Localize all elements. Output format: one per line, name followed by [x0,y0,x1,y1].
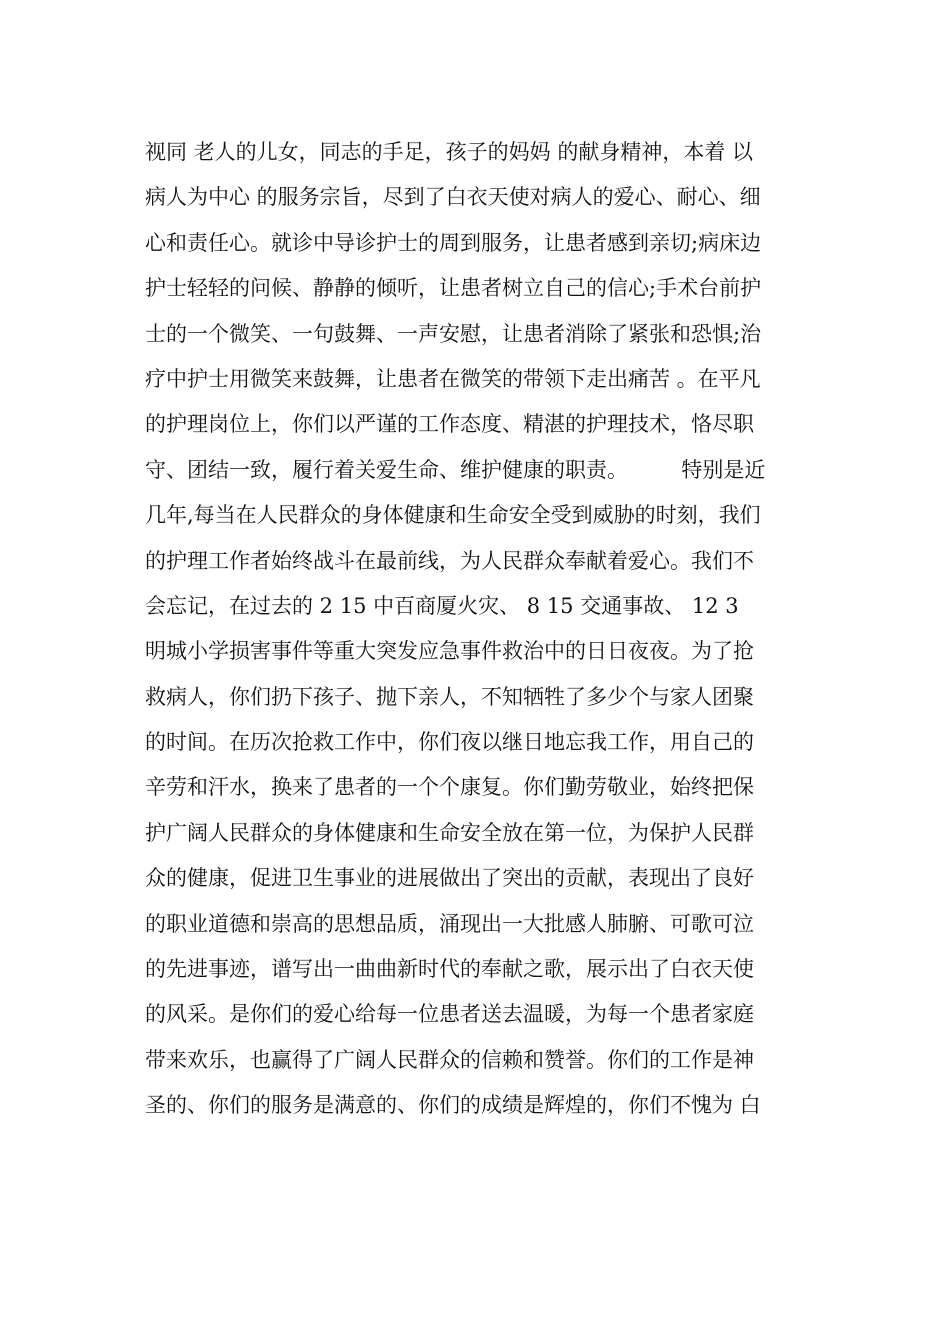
text-line: 明城小学损害事件等重大突发应急事件救治中的日日夜夜。为了抢 [145,639,754,664]
text-line: 护广阔人民群众的身体健康和生命安全放在第一位，为保护人民群 [145,820,754,845]
text-line: 疗中护士用微笑来鼓舞，让患者在微笑的带领下走出痛苦 。在平凡 [145,366,761,391]
body-text [145,130,825,1129]
text-line: 的护理工作者始终战斗在最前线，为人民群众奉献着爱心。我们不 [145,548,754,573]
text-line: 几年,每当在人民群众的身体健康和生命安全受到威胁的时刻，我们 [145,503,761,528]
text-line: 士的一个微笑、一句鼓舞、一声安慰，让患者消除了紧张和恐惧;治 [145,321,762,346]
text-line: 护士轻轻的问候、静静的倾听，让患者树立自己的信心;手术台前护 [145,276,762,301]
text-line: 的时间。在历次抢救工作中，你们夜以继日地忘我工作，用自己的 [145,730,754,755]
text-line: 救病人，你们扔下孩子、抛下亲人，不知牺牲了多少个与家人团聚 [145,684,754,709]
text-line: 病人为中心 的服务宗旨，尽到了白衣天使对病人的爱心、耐心、细 [145,185,761,210]
text-line: 视同 老人的儿女，同志的手足，孩子的妈妈 的献身精神，本着 以 [145,140,754,164]
text-line: 带来欢乐，也赢得了广阔人民群众的信赖和赞誉。你们的工作是神 [145,1047,754,1072]
text-line: 守、团结一致，履行着关爱生命、维护健康的职责。 特别是近 [145,457,766,482]
text-line: 的职业道德和崇高的思想品质，涌现出一大批感人肺腑、可歌可泣 [145,911,754,936]
text-line: 的风采。是你们的爱心给每一位患者送去温暖，为每一个患者家庭 [145,1002,754,1027]
text-line: 辛劳和汗水，换来了患者的一个个康复。你们勤劳敬业，始终把保 [145,775,754,800]
text-line: 圣的、你们的服务是满意的、你们的成绩是辉煌的，你们不愧为 白 [145,1093,761,1118]
text-line: 心和责任心。就诊中导诊护士的周到服务，让患者感到亲切;病床边 [145,230,762,255]
text-line: 会忘记，在过去的 2 15 中百商厦火灾、 8 15 交通事故、 12 3 [145,593,739,618]
text-line: 的先进事迹，谱写出一曲曲新时代的奉献之歌，展示出了白衣天使 [145,957,754,982]
text-line: 的护理岗位上，你们以严谨的工作态度、精湛的护理技术，恪尽职 [145,412,754,437]
text-line: 众的健康，促进卫生事业的进展做出了突出的贡献，表现出了良好 [145,866,754,891]
